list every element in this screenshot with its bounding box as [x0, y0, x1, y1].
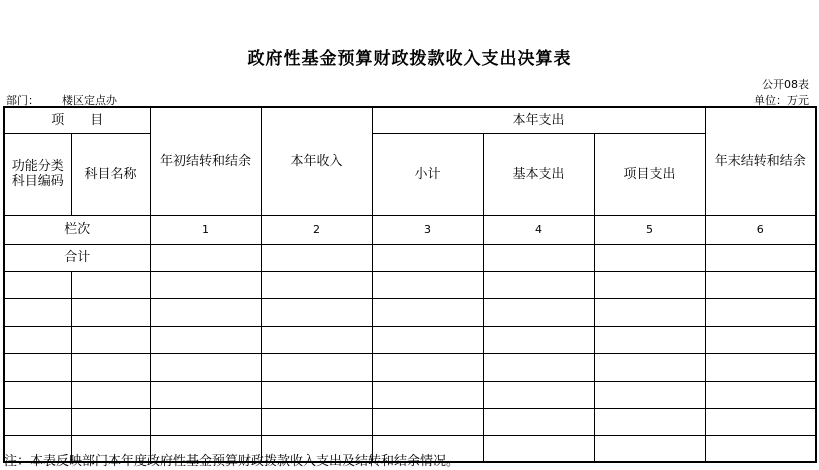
table-cell — [71, 271, 150, 298]
table-cell — [150, 381, 261, 408]
table-cell — [261, 381, 372, 408]
column-number-4: 4 — [483, 215, 594, 244]
header-end-balance: 年末结转和结余 — [705, 107, 816, 215]
header-subtotal: 小计 — [372, 133, 483, 215]
table-cell — [261, 298, 372, 326]
table-cell — [594, 435, 705, 462]
column-number-6: 6 — [705, 215, 816, 244]
header-func-code: 功能分类科目编码 — [4, 133, 71, 215]
table-cell — [4, 298, 71, 326]
header-project-expense: 项目支出 — [594, 133, 705, 215]
table-cell — [372, 271, 483, 298]
table-cell — [372, 381, 483, 408]
total-cell — [705, 244, 816, 271]
header-row-2 — [4, 133, 816, 173]
unit-label: 单位：万元 — [754, 94, 809, 107]
total-cell — [150, 244, 261, 271]
header-item: 项 目 — [4, 107, 150, 133]
header-subject-name: 科目名称 — [71, 133, 150, 215]
table-cell — [150, 353, 261, 381]
table-cell — [483, 408, 594, 435]
table-cell — [705, 326, 816, 353]
table-cell — [150, 408, 261, 435]
total-cell — [261, 244, 372, 271]
table-cell — [372, 298, 483, 326]
total-label: 合计 — [4, 244, 150, 271]
table-cell — [705, 353, 816, 381]
table-cell — [71, 381, 150, 408]
table-cell — [4, 408, 71, 435]
table-cell — [483, 381, 594, 408]
header-expense-group: 本年支出 — [372, 107, 705, 133]
table-cell — [594, 298, 705, 326]
table-cell — [261, 353, 372, 381]
column-number-label: 栏次 — [4, 215, 150, 244]
table-cell — [4, 326, 71, 353]
total-cell — [372, 244, 483, 271]
table-cell — [483, 298, 594, 326]
table-cell — [483, 326, 594, 353]
report-title: 政府性基金预算财政拨款收入支出决算表 — [247, 49, 572, 69]
total-row — [4, 244, 816, 271]
table-row — [4, 326, 816, 353]
table-cell — [705, 271, 816, 298]
header-income: 本年收入 — [261, 107, 372, 215]
column-number-2: 2 — [261, 215, 372, 244]
table-cell — [594, 353, 705, 381]
table-cell — [483, 435, 594, 462]
table-cell — [4, 353, 71, 381]
table-cell — [71, 408, 150, 435]
table-cell — [594, 326, 705, 353]
table-cell — [71, 298, 150, 326]
table-number: 公开08表 — [762, 78, 809, 91]
table-cell — [372, 353, 483, 381]
table-cell — [261, 408, 372, 435]
table-cell — [150, 271, 261, 298]
table-row — [4, 408, 816, 435]
table-row — [4, 353, 816, 381]
table-cell — [71, 353, 150, 381]
total-cell — [594, 244, 705, 271]
table-cell — [483, 353, 594, 381]
header-begin-balance: 年初结转和结余 — [150, 107, 261, 215]
table-cell — [705, 298, 816, 326]
budget-table — [3, 106, 817, 463]
column-number-3: 3 — [372, 215, 483, 244]
table-cell — [372, 408, 483, 435]
table-cell — [4, 381, 71, 408]
table-cell — [705, 381, 816, 408]
department-label: 部门： — [6, 94, 39, 107]
footnote: 注：本表反映部门本年度政府性基金预算财政拨款收入支出及结转和结余情况。 — [4, 454, 460, 469]
column-number-5: 5 — [594, 215, 705, 244]
table-cell — [372, 326, 483, 353]
table-cell — [150, 326, 261, 353]
table-cell — [4, 271, 71, 298]
total-cell — [483, 244, 594, 271]
table-cell — [71, 326, 150, 353]
table-row — [4, 271, 816, 298]
department-value: 楼区定点办 — [62, 94, 117, 107]
table-cell — [705, 408, 816, 435]
table-row — [4, 298, 816, 326]
table-cell — [483, 271, 594, 298]
table-cell — [594, 271, 705, 298]
table-row — [4, 381, 816, 408]
column-number-1: 1 — [150, 215, 261, 244]
header-row-1 — [4, 107, 816, 133]
table-cell — [705, 435, 816, 462]
table-cell — [261, 271, 372, 298]
header-basic-expense: 基本支出 — [483, 133, 594, 215]
table-cell — [261, 326, 372, 353]
column-number-row — [4, 215, 816, 244]
table-cell — [594, 408, 705, 435]
table-cell — [150, 298, 261, 326]
table-cell — [594, 381, 705, 408]
